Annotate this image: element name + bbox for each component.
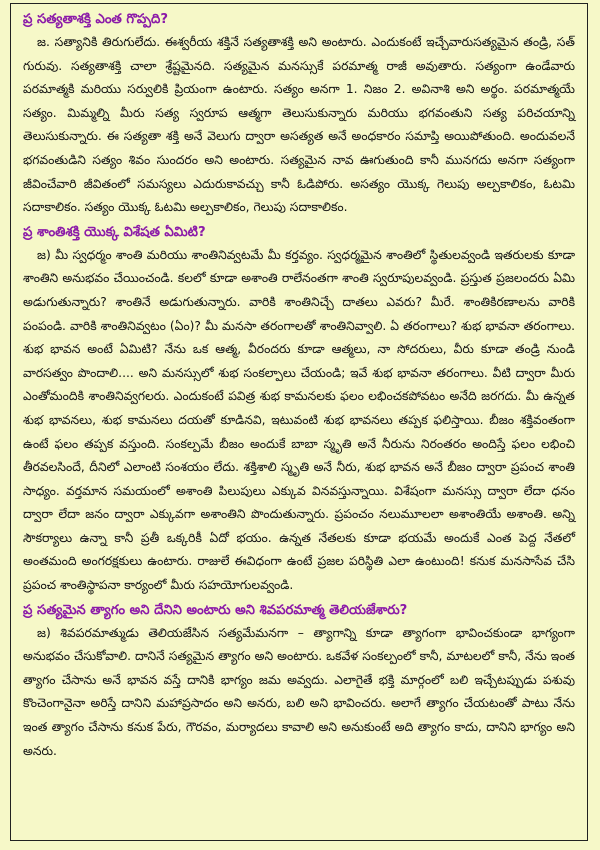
answer-3-paragraph: జ) శివపరమాత్ముడు తెలియజేసిన సత్యమేమనగా – త్యాగాన్ని కూడా త్యాగంగా భావించకుండా భాగ్యంగా అనుభవం చేసుకోవాలి. దానినే సత్యమైన త్యాగం అని అంటారు. ఒకవేళ సంకల్పంలో కానీ, మాటలలో కానీ, నేను ఇంత త్యాగం చేసాను అనే భావన వస్తే దానికి భాగ్యం జమ అవ్వదు. ఎలాగైతే భక్తి మార్గంలో బలి ఇచ్చేటప్పుడు పశువు కొంచెంగానైనా అరిస్తే దానిని మహాప్రసాదం అని అనరు, బలి అని భావించరు. అలాగే త్యాగం చేయటంతో పాటు నేను ఇంత త్యాగం చేసాను కనుక పేరు, గౌరవం, మర్యాదలు కావాలి అని అనుకుంటే అది త్యాగం కాదు, దానిని భాగ్యం అని అనరు. [23,625,575,758]
question-3-heading: ప్ర సత్యమైన త్యాగం అని దేనిని అంటారు అని శివపరమాత్మ తెలియజేశారు? [23,602,408,618]
question-1-heading: ప్ర సత్యతాశక్తి ఎంత గొప్పది? [23,12,168,27]
answer-1-paragraph: జ. సత్యానికి తిరుగులేదు. ఈశ్వరీయ శక్తినే సత్యతాశక్తి అని అంటారు. ఎందుకంటే ఇచ్చేవారుసత్యమైన తండ్రి, సత్ గురువు. సత్యతాశక్తి చాలా శ్రేష్టమైనది. సత్యమైన మనస్సుకే పరమాత్మ రాజీ అవుతారు. సత్యంగా ఉండేవారు పరమాత్మకి మరియు సర్వులికి ప్రియంగా ఉంటారు. సత్యం అనగా 1. నిజం 2. అవినాశి అని అర్థం. పరమాత్మయే సత్యం. మిమ్మల్ని మీరు సత్య స్వరూప ఆత్మగా తెలుసుకున్నారు మరియు భగవంతుని సత్య పరిచయాన్ని తెలుసుకున్నారు. ఈ సత్యతా శక్తి అనే వెలుగు ద్వారా అసత్యత అనే అంధకారం సమాప్తి అయిపోతుంది. అందువలనే భగవంతుడిని సత్యం శివం సుందరం అని అంటారు. సత్యమైన నావ ఊగుతుంది కానీ మునగదు అనగా సత్యంగా జీవించేవారి జీవితంలో సమస్యలు ఎదురుకావచ్చు కానీ ఓడిపోరు. అసత్యం యొక్క గెలుపు అల్పకాలికం, ఓటమి సదాకాలికం. సత్యం యొక్క ఓటమి అల్పకాలికం, గెలుపు సదాకాలికం. [23,35,575,215]
document-page [10,3,588,841]
question-2-heading: ప్ర శాంతిశక్తి యొక్క విశేషత ఏమిటి? [23,224,206,240]
answer-2-paragraph: జ) మీ స్వధర్మం శాంతి మరియు శాంతినివ్వటమే మీ కర్తవ్యం. స్వధర్మమైన శాంతిలో స్థితులవ్వండి ఇతరులకు కూడా శాంతిని అనుభవం చేయించండి. కలలో కూడా అశాంతి రాలేనంతగా శాంతి స్వరూపులవ్వండి. ప్రస్తుత ప్రజలందరు ఏమి అడుగుతున్నారు? శాంతినే అడుగుతున్నారు. వారికి శాంతినిచ్చే దాతలు ఎవరు? మీరే. శాంతికిరణాలను వారికి పంపండి. వారికి శాంతినివ్వటం (ఏం)? మీ మనసా తరంగాలతో శాంతినివ్వాలి. ఏ తరంగాలు? శుభ భావనా తరంగాలు. శుభ భావన అంటే ఏమిటి? నేను ఒక ఆత్మ, వీరందరు కూడా ఆత్మలు, నా సోదరులు, వీరు కూడా తండ్రి నుండి వారసత్వం పొందాలి.... అని మనస్సులో శుభ సంకల్పాలు చేయండి; ఇవే శుభ భావనా తరంగాలు. వీటి ద్వారా మీరు ఎంతోమందికి శాంతినివ్వగలరు. ఎందుకంటే పవిత్ర శుభ కామనలకు ఫలం లభించకపోవటం అనేది జరగదు. మీ ఉన్నత శుభ భావనలు, శుభ కామనలు దయతో కూడినవి, ఇటువంటి శుభ భావనలు తప్పక ఫలిస్తాయి. బీజం శక్తివంతంగా ఉంటే ఫలం తప్పక వస్తుంది. సంకల్పమే బీజం అందుకే బాబా స్మృతి అనే నీరును నిరంతరం అందిస్తే ఫలం లభించి తీరవలసిందే, దీనిలో ఎలాంటి సంశయం లేదు. శక్తిశాలి స్మృతి అనే నీరు, శుభ భావన అనే బీజం ద్వారా ప్రపంచ శాంతి సాధ్యం. వర్తమాన సమయంలో అశాంతి పిలుపులు ఎక్కువ వినవస్తున్నాయి. విశేషంగా మనస్సు ద్వారా లేదా ధనం ద్వారా లేదా జనం ద్వారా ఎక్కువగా అశాంతిని పొందుతున్నారు. ప్రపంచం నలుమూలలా అశాంతియే అశాంతి. అన్ని సౌకర్యాలు ఉన్నా కానీ ప్రతీ ఒక్కరికీ ఏదో భయం. ఉన్నత నేతలకు కూడా భయమే అందుకే ఎంత పెద్ద నేతలో అంతమంది అంగరక్షకులు ఉంటారు. రాజులే ఈవిధంగా ఉంటే ప్రజల పరిస్థితి ఎలా ఉంటుంది! కనుక మనసాసేవ చేసి ప్రపంచ శాంతిస్థాపనా కార్యంలో మీరు సహయోగులవ్వండి. [23,247,575,593]
